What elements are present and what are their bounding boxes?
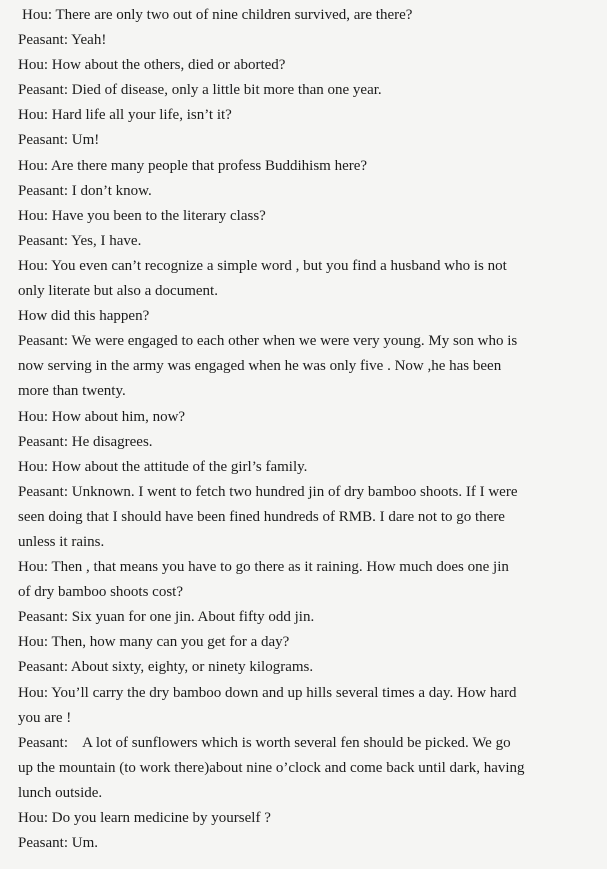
- transcript-line: Peasant: He disagrees.: [18, 433, 153, 450]
- transcript-line: Peasant: A lot of sunflowers which is worth several fen should be picked. We go: [18, 734, 511, 751]
- transcript-line: Hou: Have you been to the literary class?: [18, 207, 266, 224]
- transcript-line: Hou: You even can’t recognize a simple word , but you find a husband who is not: [18, 257, 507, 274]
- transcript-line: Peasant: Um!: [18, 132, 100, 149]
- transcript-line: Peasant: Um.: [18, 835, 98, 852]
- transcript-line: How did this happen?: [18, 308, 150, 325]
- transcript-line: Hou: Do you learn medicine by yourself ?: [18, 810, 271, 826]
- transcript-line: Peasant: Yes, I have.: [18, 232, 142, 249]
- transcript-line: Peasant: Unknown. I went to fetch two hundred jin of dry bamboo shoots. If I were: [18, 483, 518, 500]
- transcript-line: seen doing that I should have been fined hundreds of RMB. I dare not to go there: [18, 508, 505, 525]
- transcript-line: Hou: How about the attitude of the girl’s family.: [18, 458, 308, 475]
- transcript-line: Hou: Hard life all your life, isn’t it?: [18, 107, 232, 124]
- transcript-line: Hou: How about the others, died or aborted?: [18, 57, 286, 74]
- transcript-line: Hou: Then , that means you have to go there as it raining. How much does one jin: [18, 559, 509, 576]
- transcript-line: Hou: How about him, now?: [18, 408, 186, 425]
- transcript-line: only literate but also a document.: [18, 283, 218, 300]
- transcript-line: Peasant: About sixty, eighty, or ninety kilograms.: [18, 659, 314, 676]
- transcript-line: more than twenty.: [18, 383, 126, 400]
- transcript-line: up the mountain (to work there)about nine o’clock and come back until dark, having: [18, 759, 525, 776]
- transcript-line: now serving in the army was engaged when he was only five . Now ,he has been: [18, 358, 502, 375]
- transcript-line: Hou: You’ll carry the dry bamboo down and up hills several times a day. How hard: [18, 684, 517, 701]
- transcript-line: Hou: Then, how many can you get for a day?: [18, 634, 290, 651]
- transcript-line: of dry bamboo shoots cost?: [18, 584, 183, 601]
- transcript-line: Peasant: Yeah!: [18, 32, 107, 49]
- transcript-line: lunch outside.: [18, 784, 103, 801]
- transcript-line: Peasant: Six yuan for one jin. About fifty odd jin.: [18, 609, 315, 626]
- transcript-line: Peasant: Died of disease, only a little bit more than one year.: [18, 82, 382, 99]
- transcript-line: Peasant: I don’t know.: [18, 182, 152, 199]
- transcript-line: Peasant: We were engaged to each other when we were very young. My son who is: [18, 333, 518, 350]
- transcript-line: Hou: There are only two out of nine children survived, are there?: [22, 7, 413, 23]
- transcript-line: Hou: Are there many people that profess Buddihism here?: [18, 157, 368, 174]
- transcript-line: you are !: [18, 709, 72, 726]
- transcript-line: unless it rains.: [18, 533, 105, 550]
